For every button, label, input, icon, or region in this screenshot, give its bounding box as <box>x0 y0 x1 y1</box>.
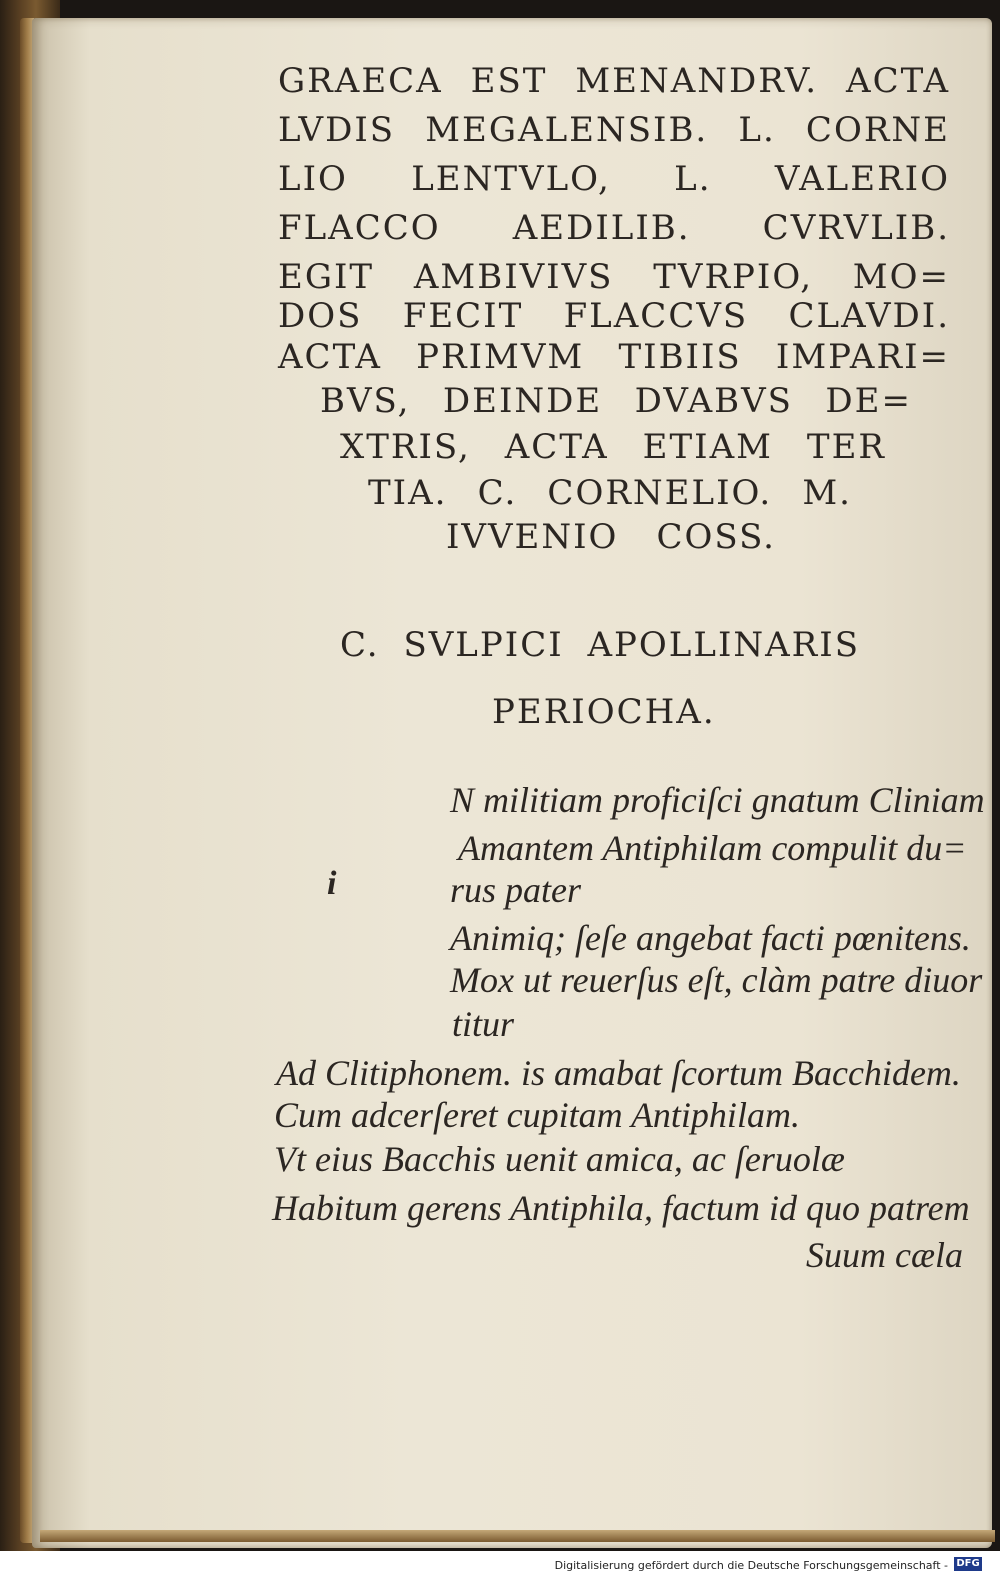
section-title: C. SVLPICI APOLLINARIS <box>340 625 860 665</box>
catchword: Suum cæla <box>806 1235 963 1275</box>
header-line: LIO LENTVLO, L. VALERIO <box>278 159 950 199</box>
dfg-logo-icon: DFG <box>954 1557 982 1571</box>
footer-credit: Digitalisierung gefördert durch die Deutsche Forschungsgemeinschaft - <box>554 1559 948 1572</box>
header-line: FLACCO AEDILIB. CVRVLIB. <box>278 208 950 248</box>
verse-line: Ad Clitiphonem. is amabat ſcortum Bacchidem. <box>276 1053 961 1093</box>
header-line: DOS FECIT FLACCVS CLAVDI. <box>278 296 950 336</box>
decorative-initial: i <box>327 865 337 902</box>
header-line: TIA. C. CORNELIO. M. <box>368 473 852 513</box>
verse-line: titur <box>452 1004 515 1044</box>
header-line: IVVENIO COSS. <box>446 517 776 557</box>
header-line: GRAECA EST MENANDRV. ACTA <box>278 61 950 101</box>
verse-line: Cum adcerſeret cupitam Antiphilam. <box>274 1095 800 1135</box>
verse-line: Amantem Antiphilam compulit du= <box>458 828 967 868</box>
header-line: LVDIS MEGALENSIB. L. CORNE <box>278 110 950 150</box>
header-line: XTRIS, ACTA ETIAM TER <box>340 427 886 467</box>
header-line: BVS, DEINDE DVABVS DE= <box>320 381 912 421</box>
section-subtitle: PERIOCHA. <box>492 692 716 732</box>
verse-line: Mox ut reuerſus eſt, clàm patre diuor <box>450 960 983 1000</box>
verse-line: N militiam proficiſci gnatum Cliniam <box>450 780 985 820</box>
header-line: ACTA PRIMVM TIBIIS IMPARI= <box>278 337 950 377</box>
verse-line: Vt eius Bacchis uenit amica, ac ſeruolæ <box>274 1139 845 1179</box>
verse-line: rus pater <box>450 870 582 910</box>
verse-line: Habitum gerens Antiphila, factum id quo patrem <box>272 1188 970 1228</box>
verse-line: Animiq; ſeſe angebat facti pœnitens. <box>450 918 971 958</box>
header-line: EGIT AMBIVIVS TVRPIO, MO= <box>278 257 950 297</box>
page-bottom-edge <box>40 1530 995 1542</box>
digitization-footer <box>0 1551 1000 1588</box>
